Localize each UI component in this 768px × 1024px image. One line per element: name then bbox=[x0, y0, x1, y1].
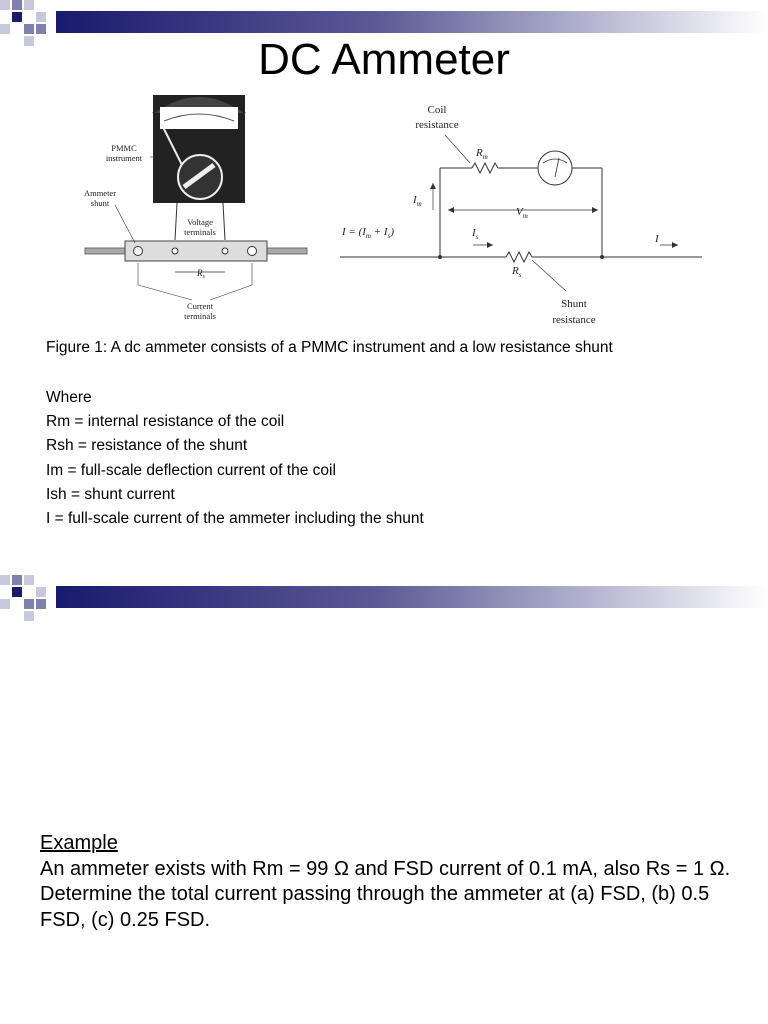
figure-caption: Figure 1: A dc ammeter consists of a PMMC instrument and a low resistance shunt bbox=[46, 339, 613, 356]
example-heading: Example bbox=[40, 832, 118, 854]
rs-label: $R_s$ bbox=[197, 268, 205, 280]
example-problem-text: An ammeter exists with Rm = 99 Ω and FSD current of 0.1 mA, also Rs = 1 Ω. Determine the total current passing through the ammeter at (a) FSD, (b) 0.5 FSD, (c) 0.25 FSD. bbox=[40, 857, 731, 931]
voltage-terminals-label-line2: terminals bbox=[184, 227, 216, 237]
header-decoration bbox=[0, 575, 768, 623]
coil-resistance-label-line2: resistance bbox=[415, 119, 459, 131]
is-label: $I_s$ bbox=[472, 227, 479, 241]
definition-i: I = full-scale current of the ammeter including the shunt bbox=[46, 510, 424, 528]
shunt-resistance-label: Shunt bbox=[561, 298, 587, 310]
definition-rsh: Rsh = resistance of the shunt bbox=[46, 437, 248, 455]
definitions-intro: Where bbox=[46, 389, 92, 406]
rs-schematic-label: $R_s$ bbox=[512, 265, 522, 279]
vm-label: $V_m$ bbox=[516, 206, 528, 220]
ammeter-circuit-schematic bbox=[330, 95, 710, 330]
definition-ish: Ish = shunt current bbox=[46, 485, 175, 503]
current-terminals-label: Current bbox=[187, 301, 213, 311]
pmmc-label-line2: instrument bbox=[105, 153, 143, 163]
pmmc-label: PMMC bbox=[111, 143, 137, 153]
im-label: $I_m$ bbox=[413, 194, 422, 208]
slide-title: DC Ammeter bbox=[258, 35, 510, 84]
slide-2 bbox=[0, 575, 768, 1024]
definition-rm: Rm = internal resistance of the coil bbox=[46, 413, 285, 431]
rm-label: $R_m$ bbox=[476, 147, 488, 161]
total-current-equation: $I = (I_m + I_s)$ bbox=[342, 226, 394, 240]
definition-im: Im = full-scale deflection current of the coil bbox=[46, 461, 336, 479]
pmmc-meter-illustration bbox=[80, 85, 315, 325]
ammeter-shunt-label: Ammeter bbox=[83, 188, 117, 198]
definitions-list bbox=[46, 386, 424, 531]
shunt-resistance-label-line2: resistance bbox=[552, 314, 596, 326]
current-terminals-label-line2: terminals bbox=[184, 311, 216, 321]
voltage-terminals-label: Voltage bbox=[187, 217, 213, 227]
example-block bbox=[40, 831, 740, 933]
output-current-label: I bbox=[655, 233, 659, 245]
coil-resistance-label: Coil bbox=[427, 104, 447, 116]
ammeter-shunt-label-line2: shunt bbox=[90, 198, 110, 208]
